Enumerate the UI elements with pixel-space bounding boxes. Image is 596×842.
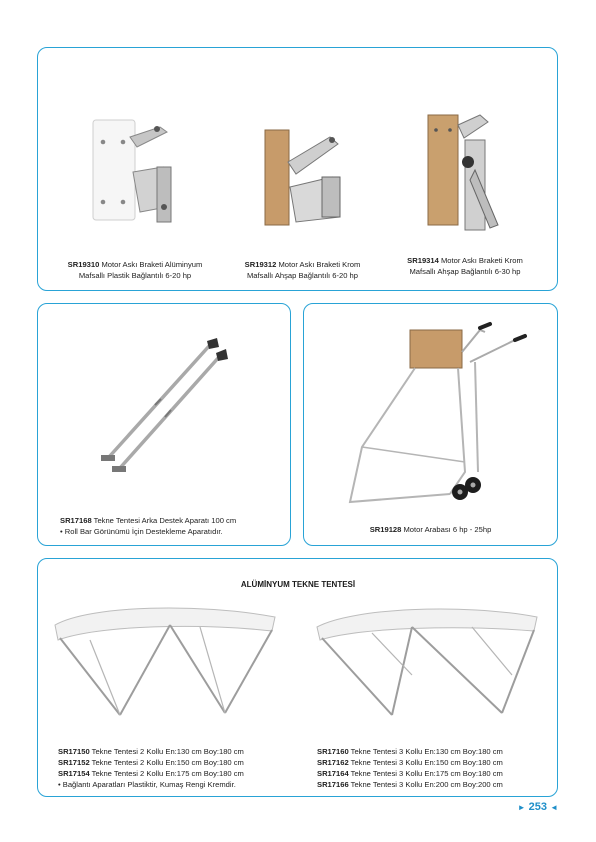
product-code: SR17164 — [317, 769, 349, 778]
product-title: Motor Arabası 6 hp - 25hp — [401, 525, 492, 534]
product-code: SR17168 — [60, 516, 92, 525]
product-title: Motor Askı Braketi Alüminyum — [99, 260, 203, 269]
product-title: Tekne Tentesi Arka Destek Aparatı 100 cm — [91, 516, 237, 525]
caption-sr19128 — [303, 524, 558, 535]
product-title: Tekne Tentesi 3 Kollu En:175 cm Boy:180 cm — [348, 769, 503, 778]
product-code: SR19128 — [369, 525, 402, 534]
product-code: SR17152 — [58, 758, 90, 767]
motor-cart-image — [340, 322, 530, 512]
product-code: SR19312 — [244, 260, 277, 269]
list-item — [317, 757, 552, 768]
awning-2-bow-image — [50, 605, 280, 725]
product-detail: Mafsallı Ahşap Bağlantılı 6-30 hp — [409, 267, 521, 276]
triangle-left-icon: ◄ — [550, 803, 558, 812]
list-item — [58, 757, 308, 768]
product-detail: Mafsallı Plastik Bağlantılı 6-20 hp — [78, 271, 192, 280]
awning-2-bow-list — [58, 746, 308, 790]
page-number — [518, 801, 558, 813]
product-note: • Roll Bar Görünümü İçin Destekleme Aparatıdır. — [60, 527, 223, 536]
awning-support-image — [95, 335, 230, 485]
awning-3-bow-image — [312, 605, 542, 725]
product-title: Tekne Tentesi 2 Kollu En:150 cm Boy:180 cm — [89, 758, 244, 767]
list-item — [58, 768, 308, 779]
product-detail: Mafsallı Ahşap Bağlantılı 6-20 hp — [246, 271, 359, 280]
product-title: Tekne Tentesi 2 Kollu En:175 cm Boy:180 cm — [89, 769, 244, 778]
product-code: SR17150 — [58, 747, 90, 756]
caption-sr19312 — [225, 259, 380, 281]
product-title: Motor Askı Braketi Krom — [276, 260, 361, 269]
list-item — [58, 746, 308, 757]
caption-sr19314 — [385, 255, 545, 277]
triangle-right-icon: ► — [517, 803, 526, 812]
list-item — [317, 768, 552, 779]
awning-3-bow-list — [317, 746, 552, 790]
product-title: Tekne Tentesi 3 Kollu En:130 cm Boy:180 cm — [348, 747, 503, 756]
product-code: SR17160 — [317, 747, 349, 756]
bracket-wood-630-image — [420, 110, 510, 235]
product-title: Tekne Tentesi 3 Kollu En:200 cm Boy:200 cm — [348, 780, 503, 789]
bracket-plastic-image — [85, 112, 185, 237]
bracket-wood-620-image — [260, 122, 350, 232]
list-item — [317, 746, 552, 757]
list-item — [317, 779, 552, 790]
caption-sr19310 — [45, 259, 225, 281]
section-title: ALÜMİNYUM TEKNE TENTESİ — [240, 580, 356, 589]
caption-sr17168 — [60, 515, 285, 537]
product-code: SR19310 — [67, 260, 100, 269]
product-code: SR17166 — [317, 780, 349, 789]
product-note: • Bağlantı Aparatları Plastiktir, Kumaş Rengi Kremdir. — [58, 780, 236, 789]
product-title: Tekne Tentesi 3 Kollu En:150 cm Boy:180 cm — [348, 758, 503, 767]
product-title: Tekne Tentesi 2 Kollu En:130 cm Boy:180 cm — [89, 747, 244, 756]
product-code: SR17162 — [317, 758, 349, 767]
product-code: SR17154 — [58, 769, 90, 778]
page-number-value: 253 — [528, 801, 548, 813]
product-title: Motor Askı Braketi Krom — [438, 256, 523, 265]
product-code: SR19314 — [407, 256, 439, 265]
